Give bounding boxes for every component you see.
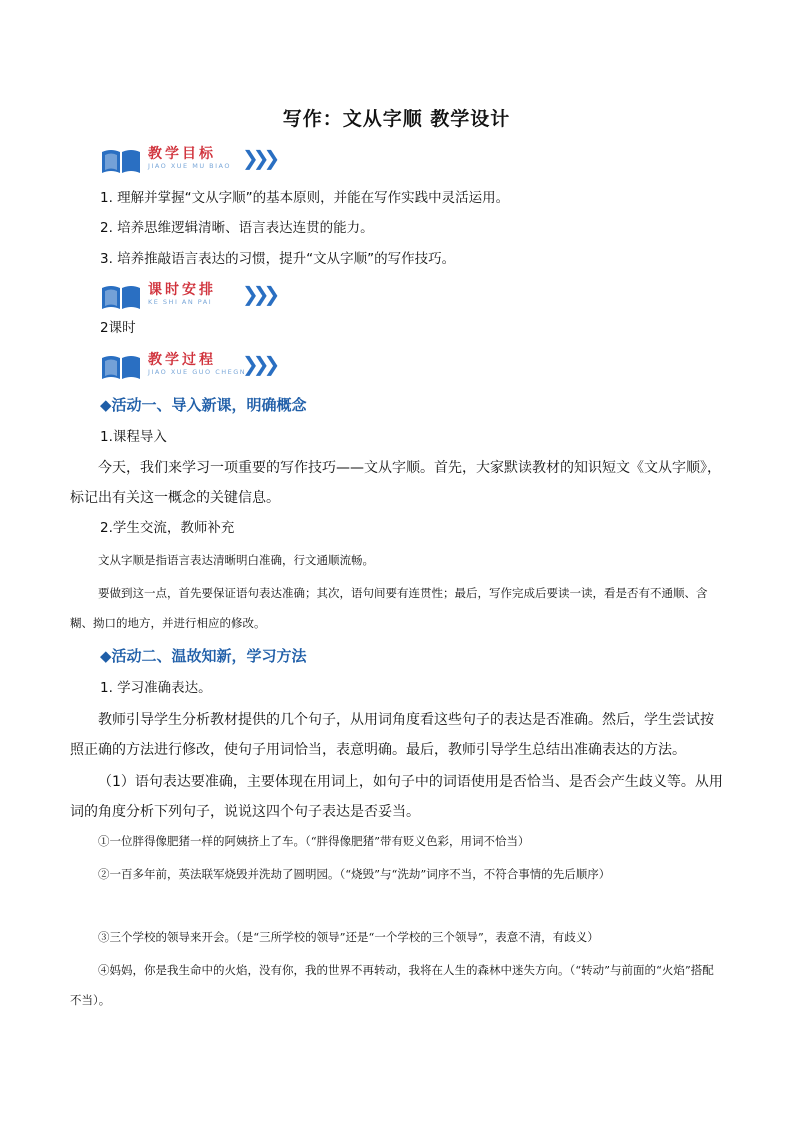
book-icon — [100, 282, 142, 310]
paragraph: 教师引导学生分析教材提供的几个句子，从用词角度看这些句子的表达是否准确。然后，学生尝试按照正确的方法进行修改，使句子用词恰当，表意明确。最后，教师引导学生总结出准确表达的方法。 — [70, 712, 714, 758]
sub-heading: 1.课程导入 — [100, 429, 167, 445]
book-icon — [100, 352, 142, 380]
activity-heading: ◆活动二、温故知新，学习方法 — [100, 647, 307, 665]
section-banner-schedule — [100, 278, 275, 312]
paragraph: 今天，我们来学习一项重要的写作技巧——文从字顺。首先，大家默读教材的知识短文《文从字顺》，标记出有关这一概念的关键信息。 — [70, 460, 721, 506]
goal-item: 2. 培养思维逻辑清晰、语言表达连贯的能力。 — [100, 220, 374, 236]
activity-heading: ◆活动一、导入新课，明确概念 — [100, 396, 307, 414]
book-icon — [100, 146, 142, 174]
section-banner-goal — [100, 142, 275, 176]
schedule-text: 2课时 — [100, 320, 136, 336]
paragraph: 文从字顺是指语言表达清晰明白准确，行文通顺流畅。 — [98, 553, 374, 567]
goal-item: 1. 理解并掌握“文从字顺”的基本原则，并能在写作实践中灵活运用。 — [100, 190, 510, 206]
example-sentence: ④妈妈，你是我生命中的火焰，没有你，我的世界不再转动，我将在人生的森林中迷失方向。（“转动”与前面的“火焰”搭配不当）。 — [70, 963, 714, 1007]
paragraph: （1）语句表达要准确，主要体现在用词上，如句子中的词语使用是否恰当、是否会产生歧义等。从用词的角度分析下列句子，说说这四个句子表达是否妥当。 — [70, 774, 723, 820]
banner-title: 教学过程 — [148, 352, 216, 368]
chevron-right-icon: ❯❯❯ — [242, 282, 275, 306]
banner-pinyin: JIAO XUE MU BIAO — [148, 162, 231, 170]
sub-heading: 2.学生交流，教师补充 — [100, 520, 235, 536]
goal-item: 3. 培养推敲语言表达的习惯，提升“文从字顺”的写作技巧。 — [100, 251, 456, 267]
chevron-right-icon: ❯❯❯ — [242, 146, 275, 170]
chevron-right-icon: ❯❯❯ — [242, 352, 275, 376]
banner-pinyin: KE SHI AN PAI — [148, 298, 213, 306]
banner-pinyin: JIAO XUE GUO CHEGN — [148, 368, 247, 376]
paragraph: 要做到这一点，首先要保证语句表达准确；其次，语句间要有连贯性；最后，写作完成后要读一读，看是否有不通顺、含糊、拗口的地方，并进行相应的修改。 — [70, 586, 708, 630]
example-sentence: ③三个学校的领导来开会。（是“三所学校的领导”还是“一个学校的三个领导”，表意不清，有歧义） — [98, 930, 599, 944]
page-title: 写作：文从字顺 教学设计 — [282, 108, 511, 130]
banner-title: 教学目标 — [148, 146, 216, 162]
banner-title: 课时安排 — [148, 282, 216, 298]
section-banner-process — [100, 348, 275, 382]
example-sentence: ②一百多年前，英法联军烧毁并洗劫了圆明园。（“烧毁”与“洗劫”词序不当，不符合事情的先后顺序） — [98, 867, 611, 881]
example-sentence: ①一位胖得像肥猪一样的阿姨挤上了车。（“胖得像肥猪”带有贬义色彩，用词不恰当） — [98, 834, 530, 848]
sub-heading: 1. 学习准确表达。 — [100, 680, 212, 696]
